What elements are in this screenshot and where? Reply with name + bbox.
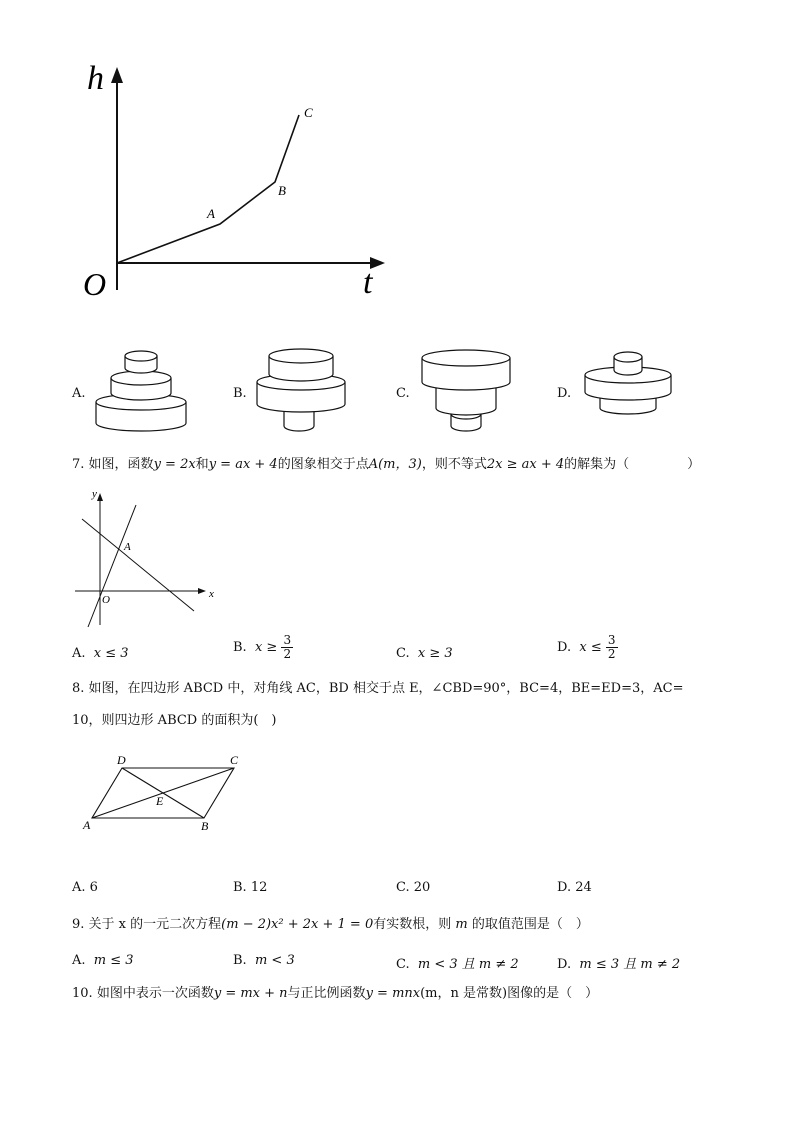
q8-vertex-d: D bbox=[117, 753, 126, 767]
q8-point-e: E bbox=[156, 794, 164, 808]
q8-stem-line2: 10，则四边形 ABCD 的面积为( ) bbox=[72, 713, 277, 728]
x-axis-arrow-icon bbox=[198, 588, 206, 594]
q10-eq-2: y = mnx bbox=[365, 986, 421, 1001]
q7-text-6: ） bbox=[687, 457, 701, 472]
q7-y-label: y bbox=[92, 488, 97, 500]
q6-figure-a bbox=[93, 345, 193, 435]
q9-option-a: A. m ≤ 3 bbox=[72, 953, 134, 968]
origin-label: O bbox=[83, 266, 107, 302]
q10-eq-1: y = mx + n bbox=[213, 986, 288, 1001]
q8-number: 8. bbox=[72, 681, 85, 696]
point-a-label: A bbox=[207, 206, 215, 221]
point-b-label: B bbox=[278, 183, 286, 198]
q7-text-1: 如图，函数 bbox=[88, 457, 154, 472]
q7-text-4: ，则不等式 bbox=[421, 457, 487, 472]
q6-figure-d bbox=[580, 350, 680, 440]
q8-option-d: D. 24 bbox=[557, 880, 592, 895]
q7-number: 7. bbox=[72, 457, 85, 472]
height-time-graph bbox=[75, 55, 395, 305]
q8-vertex-a: A bbox=[83, 818, 91, 832]
q9-option-d: D. m ≤ 3 且 m ≠ 2 bbox=[557, 957, 681, 972]
q7-eq-1: y = 2x bbox=[153, 457, 196, 472]
q8-vertex-b: B bbox=[201, 819, 209, 833]
q9-option-c: C. m < 3 且 m ≠ 2 bbox=[396, 957, 519, 972]
q6-option-b-label: B. bbox=[233, 386, 247, 401]
q6-figure-c bbox=[418, 348, 518, 438]
q8-option-b: B. 12 bbox=[233, 880, 268, 895]
point-c-label: C bbox=[304, 105, 313, 120]
q7-option-d: D. x ≤ $\frac{3}{2}$ bbox=[557, 633, 616, 661]
q7-option-a: A. x ≤ 3 bbox=[72, 646, 129, 661]
q7-option-c: C. x ≥ 3 bbox=[396, 646, 453, 661]
h-axis-arrow-icon bbox=[111, 67, 123, 83]
q7-x-label: x bbox=[209, 588, 214, 600]
q9-equation: (m − 2)x² + 2x + 1 = 0 bbox=[221, 917, 374, 932]
q8-stem-line1 bbox=[72, 680, 683, 698]
q6-option-c-label: C. bbox=[396, 386, 410, 401]
q7-stem bbox=[72, 456, 700, 474]
q9-number: 9. bbox=[72, 917, 85, 932]
q7-text-3: 的图象相交于点 bbox=[277, 457, 369, 472]
h-axis-label: h bbox=[87, 60, 104, 97]
q7-text-5: 的解集为（ bbox=[564, 457, 630, 472]
q8-option-a: A. 6 bbox=[72, 880, 98, 895]
q7-point-label: A bbox=[124, 541, 131, 553]
q7-point: A(m，3) bbox=[368, 457, 422, 472]
graph-polyline bbox=[117, 115, 299, 263]
q8-text-line1: 如图，在四边形 ABCD 中，对角线 AC，BD 相交于点 E，∠CBD=90°，BC=4，BE=ED=3，AC= bbox=[88, 681, 684, 696]
line-y-2x bbox=[88, 505, 136, 627]
q7-eq-2: y = ax + 4 bbox=[208, 457, 278, 472]
q7-option-b: B. x ≥ $\frac{3}{2}$ bbox=[233, 633, 292, 661]
q8-parallelogram bbox=[80, 750, 250, 835]
q9-stem: 9. 关于 x 的一元二次方程(m − 2)x² + 2x + 1 = 0有实数根，则 m 的取值范围是（ ） bbox=[72, 917, 589, 932]
q7-graph bbox=[70, 485, 215, 635]
q7-text-2: 和 bbox=[195, 457, 209, 472]
q9-option-b: B. m < 3 bbox=[233, 953, 295, 968]
q8-option-c: C. 20 bbox=[396, 880, 431, 895]
y-axis-arrow-icon bbox=[97, 493, 103, 501]
q7-origin-label: O bbox=[102, 594, 110, 606]
q6-option-d-label: D. bbox=[557, 386, 572, 401]
q6-option-a-label: A. bbox=[72, 386, 86, 401]
q10-number: 10. bbox=[72, 986, 93, 1001]
q7-inequality: 2x ≥ ax + 4 bbox=[486, 457, 565, 472]
q8-vertex-c: C bbox=[230, 753, 239, 767]
q6-figure-b bbox=[254, 348, 354, 438]
t-axis-label: t bbox=[363, 264, 373, 301]
q10-stem: 10. 如图中表示一次函数y = mx + n与正比例函数y = mnx(m，n 是常数)图像的是（ ） bbox=[72, 986, 599, 1001]
line-y-ax-4 bbox=[82, 519, 194, 611]
